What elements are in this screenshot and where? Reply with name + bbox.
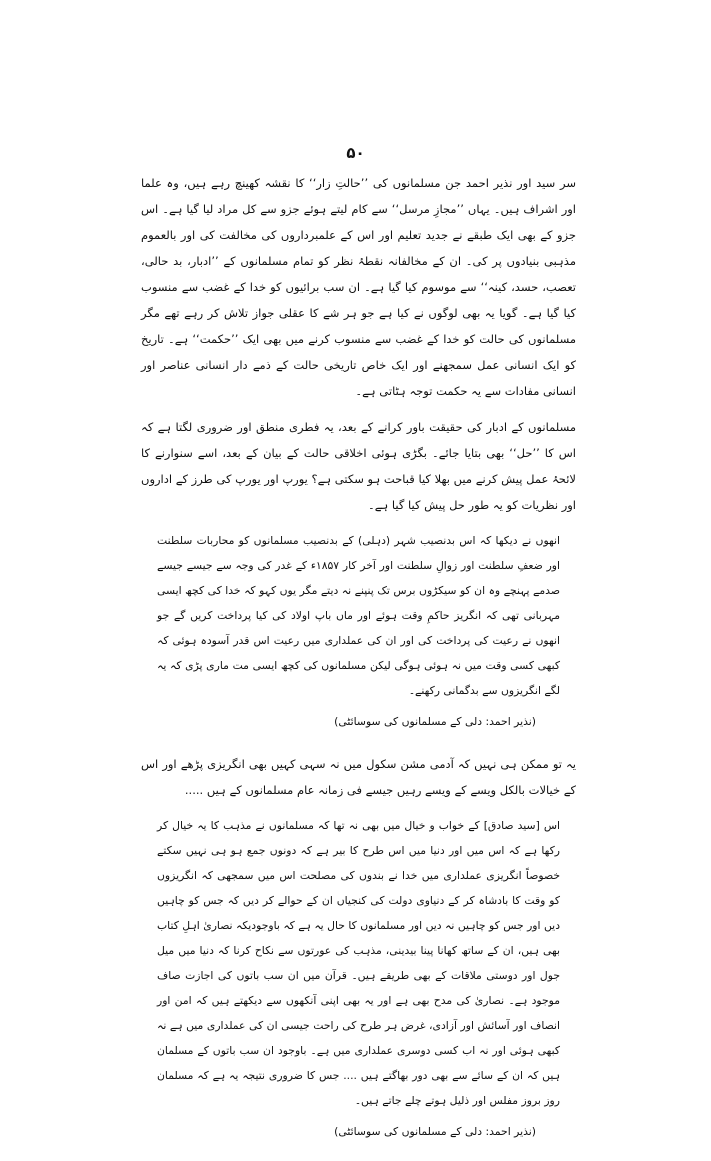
paragraph-solution: مسلمانوں کے ادبار کی حقیقت باور کرانے کے بعد، یہ فطری منطق اور ضروری لگتا ہے کہ اس کا ’’حل‘‘ بھی بتایا جائے۔ بگڑی ہوئی اخلاقی حالت کے بیان کے بعد، اسے سنوارنے کا لائحۂ عمل پیش کرنے میں بھلا کیا قباحت ہو سکتی ہے؟ یورپ اور یورپ کی طرز کے اداروں اور نظریات کو یہ طور حل پیش کیا گیا ہے۔: [141, 420, 576, 512]
paragraph-intro: سر سید اور نذیر احمد جن مسلمانوں کی ’’حالتِ زار‘‘ کا نقشہ کھینچ رہے ہیں، وہ علما اور اشراف ہیں۔ یہاں ’’مجازِ مرسل‘‘ سے کام لیتے ہوئے جزو سے کل مراد لیا گیا ہے۔ اس جزو کے بھی ایک طبقے نے جدید تعلیم اور اس کے علمبرداروں کی مخالفت کی اور بالعموم مذہبی بنیادوں پر کی۔ ان کے مخالفانہ نقطۂ نظر کو تمام مسلمانوں کے ’’ادبار، بد حالی، تعصب، حسد، کینہ‘‘ سے موسوم کیا گیا ہے۔ ان سب برائیوں کو خدا کے غضب سے منسوب کیا گیا ہے۔ گویا یہ بھی لوگوں نے کیا ہے جو ہر شے کا عقلی جواز تلاش کر رہے تھے مگر مسلمانوں کی حالت کو خدا کے غضب سے منسوب کرنے میں بھی ایک ’’حکمت‘‘ ہے۔ تاریخ کو ایک انسانی عمل سمجھنے اور ایک خاص تاریخی حالت کے ذمے دار انسانی عناصر اور انسانی مفادات سے یہ حکمت توجہ ہٹاتی ہے۔: [141, 176, 576, 398]
paragraph-english-education: یہ تو ممکن ہی نہیں کہ آدمی مشن سکول میں نہ سہی کہیں بھی انگریزی پڑھے اور اس کے خیالات بالکل ویسے کے ویسے رہیں جیسے فی زمانہ عام مسلمانوں کے ہیں .....: [141, 757, 576, 797]
page-body: [141, 170, 576, 1161]
block-quote-first: انھوں نے دیکھا کہ اس بدنصیب شہر (دہلی) کے بدنصیب مسلمانوں کو محاربات سلطنت اور ضعفِ سلطنت اور زوالِ سلطنت اور آخر کار ۱۸۵۷ء کے غدر کی وجہ سے جیسے جیسے صدمے پہنچے وہ ان کو سیکڑوں برس تک پنپنے نہ دیتے مگر یوں کہو کہ خدا کی کچھ ایسی مہربانی تھی کہ انگریز حاکمِ وقت ہوئے اور ماں باپ اولاد کی کیا پرداخت کریں گے جو انھوں نے رعیت کی پرداخت کی اور ان کی عملداری میں رعیت اس قدر آسودہ ہوئی کہ کبھی کسی وقت میں نہ ہوئی ہوگی لیکن مسلمانوں کی کچھ ایسی مت ماری پڑی کہ یہ لگے انگریزوں سے بدگمانی رکھنے۔: [157, 534, 561, 697]
citation-first: (نذیر احمد: دلی کے مسلمانوں کی سوسائٹی): [334, 715, 536, 728]
block-quote-second: اس [سید صادق] کے خواب و خیال میں بھی نہ تھا کہ مسلمانوں نے مذہب کا یہ خیال کر رکھا ہے کہ اس میں اور دنیا میں اس طرح کا بیر ہے کہ دونوں جمع ہو ہی نہیں سکتے خصوصاً انگریزی عملداری میں خدا نے بندوں کی مصلحت اس میں سمجھی کہ انگریزوں کو وقت کا بادشاہ کر کے دنیاوی دولت کی کنجیاں ان کے حوالے کر دیں کہ جس کو چاہیں دیں اور جس کو چاہیں نہ دیں اور مسلمانوں کا حال یہ ہے کہ باوجودیکہ نصاریٰ اہلِ کتاب بھی ہیں، ان کے ساتھ کھانا پینا بیدینی، مذہب کی عورتوں سے نکاح کرنا کہ دنیا میں میل جول اور دوستی ملاقات کے بھی طریقے ہیں۔ قرآن میں ان سب باتوں کی اجازت صاف موجود ہے۔ نصاریٰ کی مدح بھی ہے اور یہ بھی اپنی آنکھوں سے دیکھتے ہیں کہ امن اور انصاف اور آسائش اور آزادی، غرض ہر طرح کی راحت جیسی ان کی عملداری میں ہے نہ کبھی ہوئی اور نہ اب کسی دوسری عملداری میں ہے۔ باوجود ان سب باتوں کے مسلمان ہیں کہ ان کے سائے سے بھی دور بھاگتے ہیں .... جس کا ضروری نتیجہ یہ ہے کہ مسلمان روز بروز مفلس اور ذلیل ہوتے چلے جاتے ہیں۔: [157, 819, 560, 1107]
citation-second: (نذیر احمد: دلی کے مسلمانوں کی سوسائٹی): [334, 1125, 536, 1138]
page-number: ۵۰: [346, 144, 365, 162]
